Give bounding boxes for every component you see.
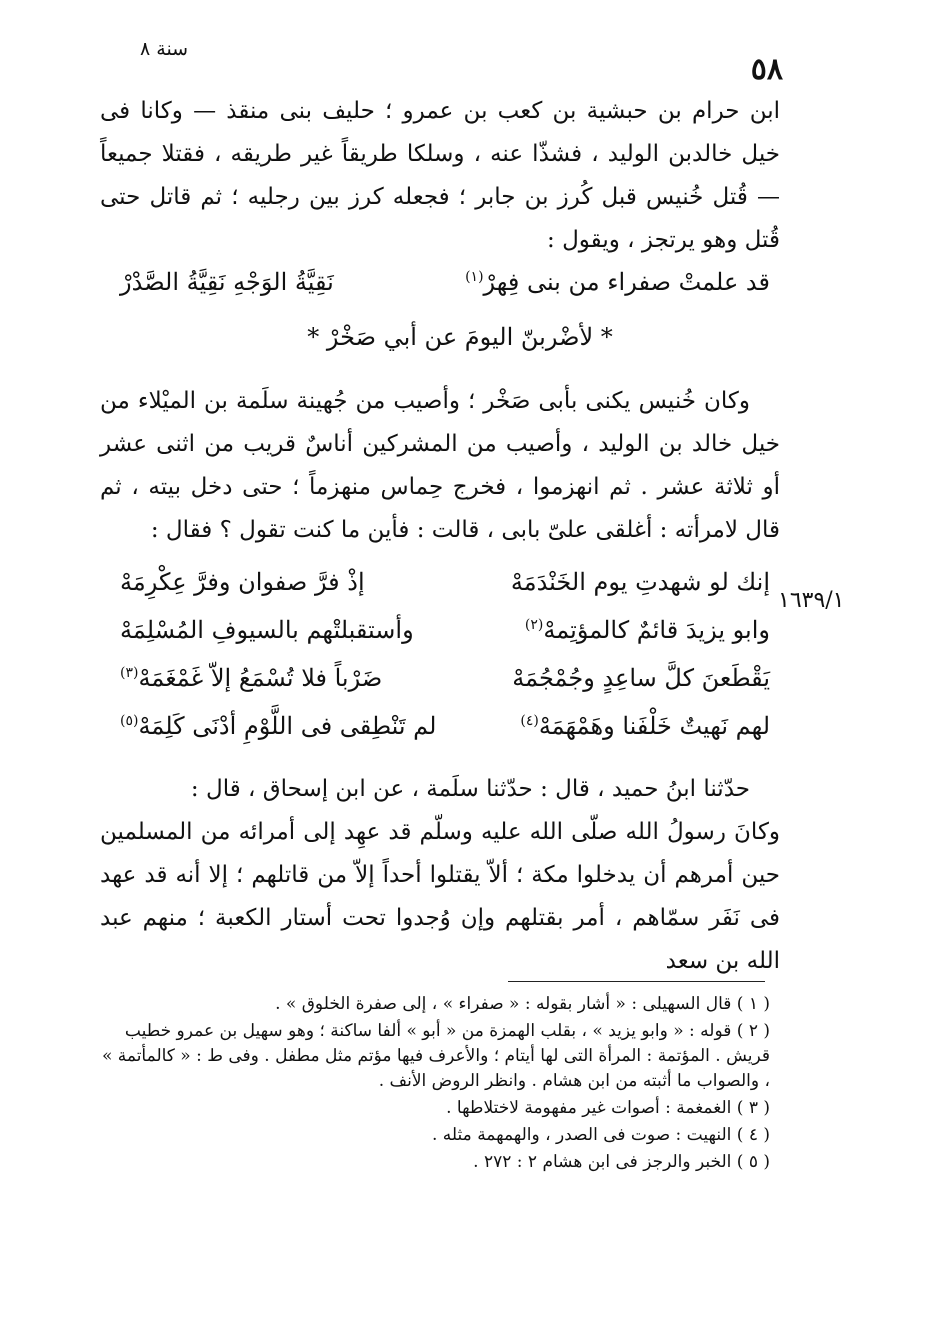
- paragraph-3-isnad: حدّثنا ابنُ حميد ، قال : حدّثنا سلَمة ، عن ابن إسحاق ، قال :: [190, 776, 750, 802]
- verse-6-first-text: لهم نَهيتٌ خَلْفَنا وهَمْهَمَهْ: [538, 712, 770, 740]
- verse-4-first-hemistich: [525, 616, 770, 644]
- running-header-year: سنة ٨: [140, 38, 189, 60]
- verse-line-2: * لأضْربنّ اليومَ عن أبي صَخْرْ *: [307, 323, 613, 351]
- footnote-3: ( ٣ ) الغمغمة : أصوات غير مفهومة لاختلاطها .: [446, 1098, 770, 1118]
- verse-line-5: [120, 664, 770, 708]
- footnote-ref-2: (٢): [524, 617, 544, 633]
- paragraph-3-text: وكانَ رسولُ الله صلّى الله عليه وسلّم قد عهِد إلى أمرائه من المسلمين حين أمرهم أن يدخلوا مكة ؛ ألاّ يقتلوا أحداً إلاّ من قاتلهم ؛ إلا أنه قد عهد فى نَفَر سمّاهم ، أمر بقتلهم وإن وُجدوا تحت أستار الكعبة ؛ منهم عبد الله بن سعد: [100, 819, 780, 974]
- page-number: ٥٨: [750, 52, 783, 87]
- margin-reference: ١٦٣٩/١: [778, 588, 845, 613]
- paragraph-3: [100, 768, 780, 983]
- verse-6-first-hemistich: [520, 712, 770, 740]
- verse-6-second-hemistich: [120, 712, 436, 740]
- verse-line-3: [120, 568, 770, 612]
- verse-4-second-hemistich: وأستقبلتْهم بالسيوفِ المُسْلِمَهْ: [120, 616, 414, 644]
- verse-4-first-text: وابو يزيدَ قائمٌ كالمؤتِمهْ: [543, 616, 770, 644]
- paragraph-1-text: ابن حرام بن حبشية بن كعب بن عمرو ؛ حليف بنى منقذ — وكانا فى خيل خالدبن الوليد ، فشذّا عنه ، وسلكا طريقاً غير طريقه ، فقتلا جميعاً — قُتل خُنيس قبل كُرز بن جابر ؛ فجعله كرز بين رجليه ؛ ثم قاتل حتى قُتل وهو يرتجز ، ويقول :: [100, 98, 780, 253]
- verse-line-1: [120, 268, 770, 312]
- footnote-1: ( ١ ) قال السهيلى : « أشار بقوله : « صفراء » ، إلى صفرة الخلوق » .: [275, 994, 770, 1014]
- verse-line-6: [120, 712, 770, 756]
- footnote-2: ( ٢ ) قوله : « وابو يزيد » ، بقلب الهمزة من « أبو » ألفا ساكنة ؛ وهو سهيل بن عمرو خطيب قريش . المؤتمة : المرأة التى لها أيتام ؛ والأعرف فيها مؤتم مثل مطفل . وفى ط : « كالمأتمة » ، والصواب ما أثبته من ابن هشام . وانظر الروض الأنف .: [101, 1021, 770, 1091]
- paragraph-2: [100, 380, 780, 552]
- footnote-ref-5: (٥): [120, 713, 139, 729]
- footnote-divider: [508, 981, 765, 982]
- verse-5-second-text: ضَرْباً فلا تُسْمَعُ إلاّ غَمْغَمَهْ: [138, 664, 383, 692]
- verse-6-second-text: لم تَنْطِقى فى اللَّوْمِ أدْنَى كَلِمَهْ: [138, 712, 437, 740]
- verse-1-first-text: قد علمتْ صفراء من بنى فِهرْ: [483, 268, 770, 296]
- verse-line-4: [120, 616, 770, 660]
- footnote-4: ( ٤ ) النهيت : صوت فى الصدر ، والهمهمة مثله .: [432, 1125, 770, 1145]
- verse-1-first-hemistich: [465, 268, 770, 296]
- verse-1-second-hemistich: نَقِيَّةُ الوَجْهِ نَقِيَّةُ الصَّدْرْ: [120, 268, 334, 296]
- paragraph-2-text: وكان خُنيس يكنى بأبى صَخْر ؛ وأصيب من جُهينة سلَمة بن الميْلاء من خيل خالد بن الوليد ، وأصيب من المشركين أناسٌ قريب من اثنى عشر أو ثلاثة عشر . ثم انهزموا ، فخرج حِماس منهزماً ؛ حتى دخل بيته ، ثم قال لامرأته : أغلقى علىّ بابى ، قالت : فأين ما كنت تقول ؟ فقال :: [100, 388, 780, 543]
- footnotes: [100, 992, 770, 1177]
- footnote-ref-3: (٣): [120, 665, 139, 681]
- verse-3-first-hemistich: إنك لو شهدتِ يوم الخَنْدَمَهْ: [510, 568, 770, 596]
- footnote-5: ( ٥ ) الخبر والرجز فى ابن هشام ٢ : ٢٧٢ .: [473, 1152, 770, 1172]
- verse-5-first-hemistich: يَقْطَعنَ كلَّ ساعِدٍ وجُمْجُمَهْ: [512, 664, 770, 692]
- paragraph-1: [100, 90, 780, 262]
- verse-3-second-hemistich: إذْ فرَّ صفوان وفرَّ عِكْرِمَهْ: [120, 568, 365, 596]
- footnote-ref-1: (١): [465, 269, 484, 285]
- verse-5-second-hemistich: [120, 664, 382, 692]
- footnote-ref-4: (٤): [520, 713, 539, 729]
